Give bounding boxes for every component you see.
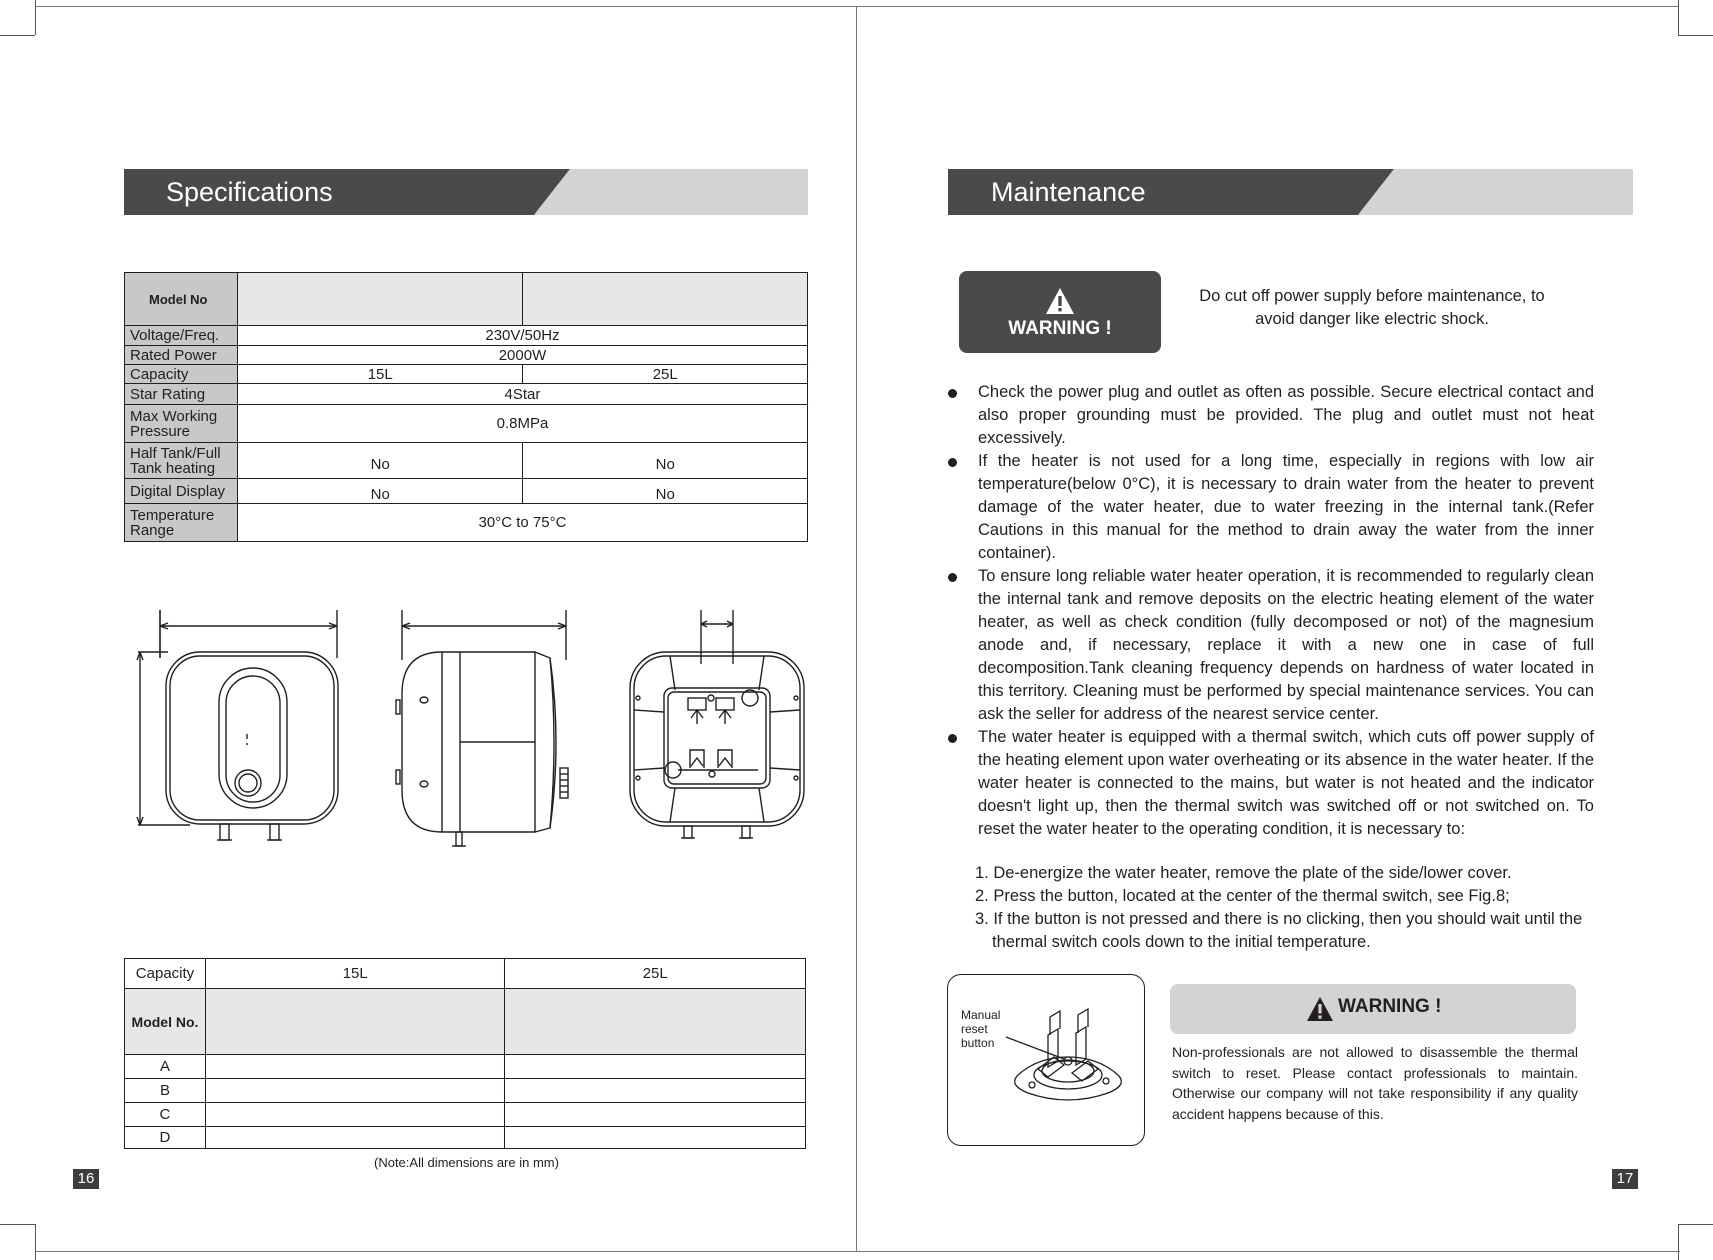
dimensions-note: (Note:All dimensions are in mm): [374, 1155, 559, 1170]
page-number-right: 17: [1612, 1169, 1638, 1189]
bullet-dot: [948, 458, 957, 467]
spec-value: No: [237, 479, 523, 504]
crop-mark: [35, 1224, 36, 1260]
spec-label: Voltage/Freq.: [125, 326, 238, 346]
page-number-left: 16: [73, 1169, 99, 1189]
model-label: Model No: [125, 273, 238, 326]
bullet-dot: [948, 734, 957, 743]
warning-text-line: Do cut off power supply before maintenance, to: [1199, 287, 1545, 305]
crop-mark: [1678, 35, 1713, 36]
dim-label: B: [125, 1079, 206, 1103]
dim-label: D: [125, 1127, 206, 1149]
spec-value: No: [523, 479, 808, 504]
list-item: [948, 450, 1594, 565]
bullet-text: To ensure long reliable water heater operation, it is recommended to regularly clean the internal tank and remove deposits on the electric heating element of the water heater, as well as check condition (fully decomposed or not) of the magnesium anode and, if necessary, replace it with a new one in case of full decomposition.Tank cleaning frequency depends on hardness of water located in this territory. Cleaning must be performed by special maintenance services. You can ask the seller for address of the nearest service center.: [978, 567, 1594, 723]
spec-value: 230V/50Hz: [237, 326, 807, 346]
warning-text: [1172, 285, 1572, 331]
warning-banner: [1170, 984, 1576, 1034]
step-item: 3. If the button is not pressed and there is no clicking, then you should wait until the thermal switch cools down to the initial temperature.: [975, 910, 1583, 951]
dimensions-table: [124, 958, 806, 1149]
list-item: [948, 381, 1594, 450]
maintenance-banner: [948, 169, 1633, 215]
spec-label: Half Tank/Full Tank heating: [125, 443, 238, 479]
dim-value: [205, 1079, 505, 1103]
capacity-label: Capacity: [125, 959, 206, 989]
bullet-text: Check the power plug and outlet as often as possible. Secure electrical contact and also proper grounding must be provided. The plug and outlet must not heat excessively.: [978, 383, 1594, 447]
spec-label: Digital Display: [125, 479, 238, 504]
fig-label-line: reset: [961, 1022, 988, 1036]
specifications-banner: [124, 169, 808, 215]
section-title: Maintenance: [991, 177, 1146, 207]
fig-label: [961, 1008, 1000, 1050]
step-item: 1. De-energize the water heater, remove the plate of the side/lower cover.: [975, 864, 1512, 882]
thermal-switch-figure: [947, 974, 1145, 1146]
dim-value: [505, 1079, 806, 1103]
spec-value: 2000W: [237, 346, 807, 365]
crop-mark: [1678, 0, 1679, 35]
spec-value: 15L: [237, 365, 523, 384]
list-item: [948, 565, 1594, 726]
warning-label: WARNING !: [1008, 318, 1112, 339]
dim-value: [505, 1055, 806, 1079]
model-15-cell: [205, 989, 505, 1055]
spec-value: No: [523, 443, 808, 479]
spec-value: 4Star: [237, 384, 807, 405]
warning-triangle-icon: [1306, 996, 1334, 1022]
dim-label: A: [125, 1055, 206, 1079]
spec-value: 30°C to 75°C: [237, 504, 807, 542]
list-item: [948, 726, 1594, 841]
warning-label: WARNING !: [1338, 996, 1442, 1017]
crop-mark: [0, 1224, 35, 1225]
model-25-cell: [523, 273, 808, 326]
spec-label: Temperature Range: [125, 504, 238, 542]
thermal-switch-icon: [998, 995, 1138, 1115]
dim-value: [505, 1127, 806, 1149]
model-15-cell: [237, 273, 523, 326]
fig-label-line: Manual: [961, 1008, 1001, 1022]
section-title: Specifications: [166, 177, 333, 207]
banner-light: [1358, 169, 1633, 215]
product-drawings: [130, 600, 820, 860]
warning-box: [959, 271, 1161, 353]
warning-triangle-icon: [1045, 287, 1075, 315]
spec-label: Capacity: [125, 365, 238, 384]
spec-value: No: [237, 443, 523, 479]
spec-label: Rated Power: [125, 346, 238, 365]
spec-label: Max Working Pressure: [125, 405, 238, 443]
fig-label-line: button: [961, 1036, 995, 1050]
warning-text: Non-professionals are not allowed to disassemble the thermal switch to reset. Please contact professionals to maintain. Otherwise our company will not take responsibility if any quality accident happens because of this.: [1172, 1044, 1578, 1122]
model-25-cell: [505, 989, 806, 1055]
dim-value: [205, 1055, 505, 1079]
model-label: Model No.: [125, 989, 206, 1055]
dim-value: [205, 1127, 505, 1149]
bullet-text: The water heater is equipped with a thermal switch, which cuts off power supply of the heating element upon water overheating or its absence in the water heater. If the water heater is connected to the mains, but water is not heated and the indicator doesn't light up, then the thermal switch was switched off or not switched on. To reset the water heater to the operating condition, it is necessary to:: [978, 728, 1594, 838]
page-divider: [856, 6, 857, 1251]
bullet-text: If the heater is not used for a long time, especially in regions with low air temperature(below 0°C), it is necessary to drain water from the heater to prevent damage of the water heater, due to water freezing in the internal tank.(Refer Cautions in this manual for the method to drain away the water from the inner container).: [978, 452, 1594, 562]
spec-value: 25L: [523, 365, 808, 384]
crop-mark: [1678, 1224, 1679, 1260]
warning-text-line: avoid danger like electric shock.: [1255, 310, 1489, 328]
crop-mark: [1678, 1224, 1713, 1225]
step-item: 2. Press the button, located at the center of the thermal switch, see Fig.8;: [975, 887, 1510, 905]
spec-label: Star Rating: [125, 384, 238, 405]
bottom-border: [35, 1251, 1680, 1252]
specifications-table: [124, 272, 808, 542]
crop-mark: [0, 35, 35, 36]
bullet-dot: [948, 573, 957, 582]
maintenance-bullets: [948, 381, 1594, 841]
bullet-dot: [948, 389, 957, 398]
capacity-25: 25L: [505, 959, 806, 989]
capacity-15: 15L: [205, 959, 505, 989]
banner-light: [534, 169, 808, 215]
dim-label: C: [125, 1103, 206, 1127]
reset-steps: [975, 862, 1595, 954]
dim-value: [205, 1103, 505, 1127]
dim-value: [505, 1103, 806, 1127]
spec-value: 0.8MPa: [237, 405, 807, 443]
